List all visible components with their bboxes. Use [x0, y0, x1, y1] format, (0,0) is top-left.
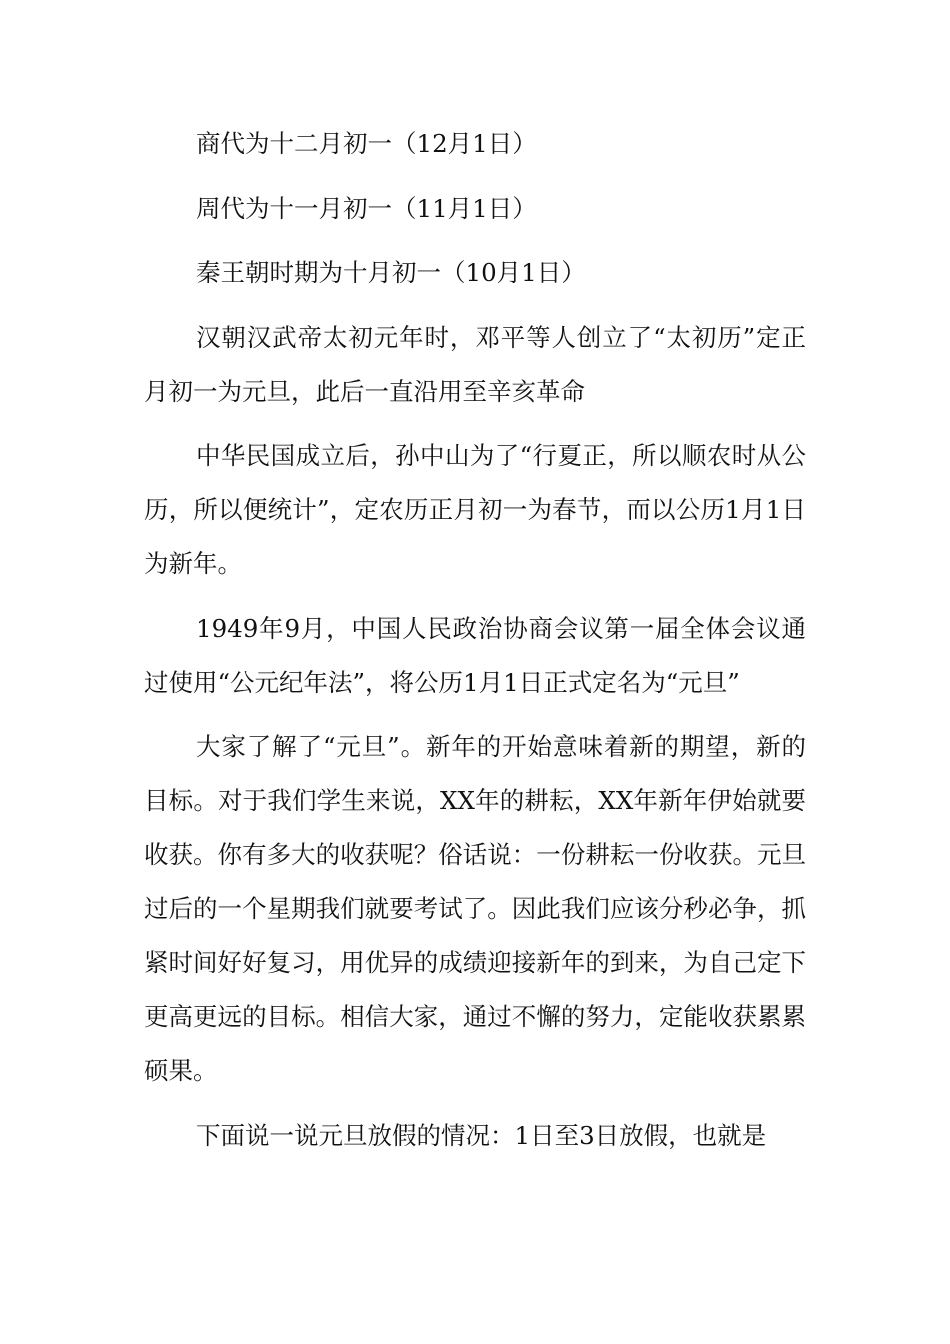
paragraph-republic-of-china: 中华民国成立后，孙中山为了“行夏正，所以顺农时从公历，所以便统计”，定农历正月初一为春节，而以公历1月1日为新年。 [144, 441, 806, 578]
paragraph-zhou-dynasty: 周代为十一月初一（11月1日） [196, 193, 537, 223]
paragraph-shang-dynasty: 商代为十二月初一（12月1日） [196, 129, 537, 158]
paragraph-qin-dynasty: 秦王朝时期为十月初一（10月1日） [196, 258, 586, 287]
paragraph-holiday-arrangement: 下面说一说元旦放假的情况：1日至3日放假，也就是 [196, 1120, 767, 1150]
paragraph-new-year-goals: 大家了解了“元旦”。新年的开始意味着新的期望，新的目标。对于我们学生来说，XX年的耕耘，XX年新年伊始就要收获。你有多大的收获呢？俗话说：一份耕耘一份收获。元旦过后的一个星期我们就要考试了。因此我们应该分秒必争，抓紧时间好好复习，用优异的成绩迎接新年的到来，为自己定下更高更远的目标。相信大家，通过不懈的努力，定能收获累累硕果。 [144, 732, 806, 1085]
paragraph-han-dynasty: 汉朝汉武帝太初元年时，邓平等人创立了“太初历”定正月初一为元旦，此后一直沿用至辛亥革命 [144, 322, 806, 406]
paragraph-1949: 1949年9月，中国人民政治协商会议第一届全体会议通过使用“公元纪年法”，将公历1月1日正式定名为“元旦” [144, 613, 806, 697]
document-body [144, 117, 806, 1173]
